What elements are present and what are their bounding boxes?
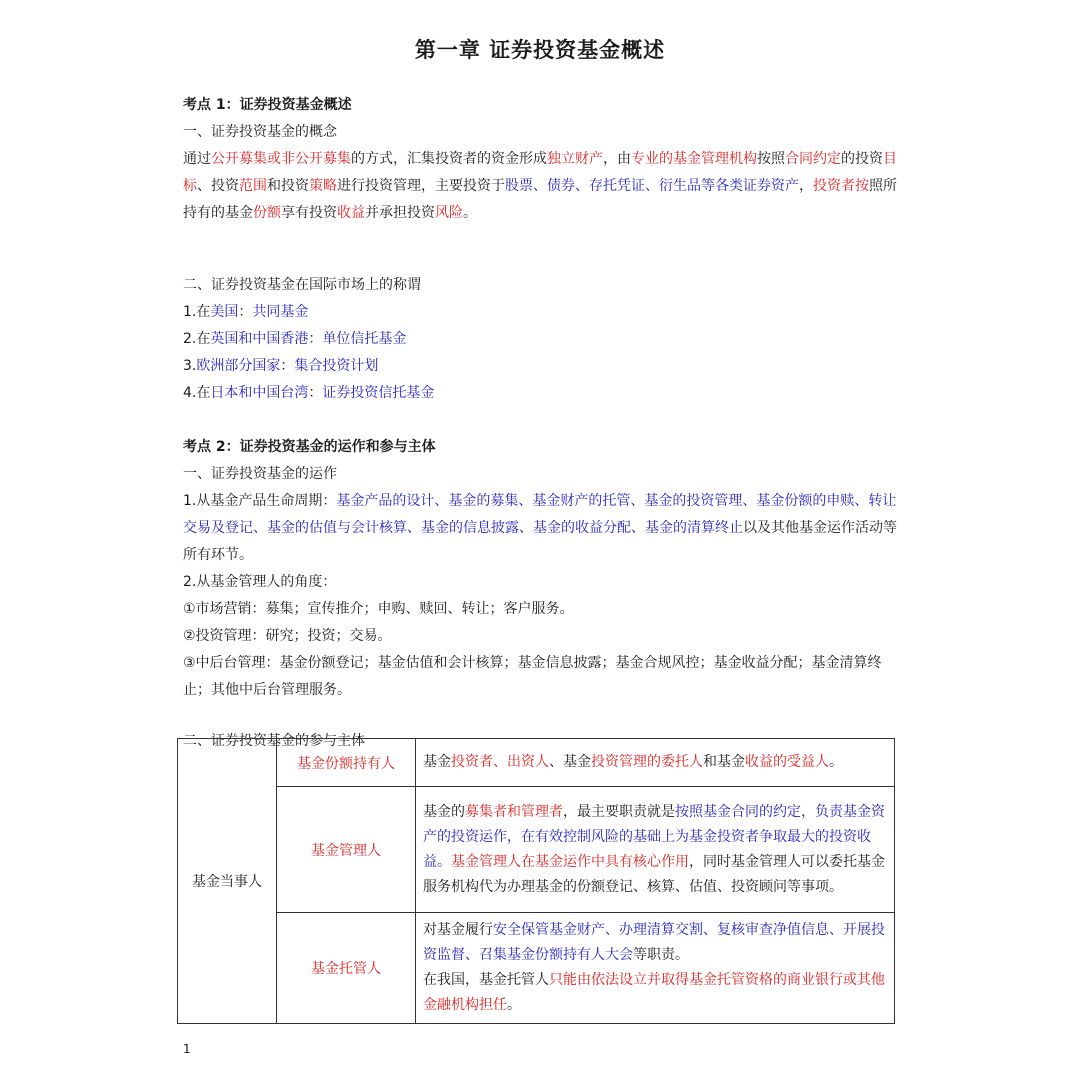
- text-run: 按照基金合同的约定，负责基金资产的投资运作，在有效控制风险的基础上为基金投资者争取最大的投资收益。: [423, 803, 885, 870]
- text-run: 并承担投资: [365, 205, 435, 221]
- lifecycle-paragraph: [183, 488, 903, 569]
- text-run: 目标: [183, 151, 897, 194]
- text-run: 的方式，汇集投资者的资金形成: [351, 151, 547, 167]
- text-run: 、基金: [549, 754, 591, 770]
- text-run: 份额: [253, 205, 281, 221]
- role-cell: 基金份额持有人: [277, 739, 416, 787]
- text-run: 风险: [435, 205, 463, 221]
- text-run: 收益的受益人: [745, 754, 829, 770]
- text-run: ，由: [603, 151, 631, 167]
- text-run: 只能由依法设立并取得基金托管资格的商业银行或其他金融机构担任: [423, 972, 885, 1013]
- item-fund-name: 集合投资计划: [294, 358, 379, 374]
- group-cell: 基金当事人: [178, 739, 277, 1024]
- text-run: 收益: [337, 205, 365, 221]
- text-run: 股票、债券、存托凭证、衍生品等各类证券资产: [505, 178, 799, 194]
- text-run: 公开募集或非公开募集: [211, 151, 351, 167]
- intl-names-list: [183, 299, 903, 407]
- manager-perspective-heading: 2.从基金管理人的角度：: [183, 574, 337, 590]
- text-run: 以及其他基金运作活动等所有环节。: [183, 520, 897, 563]
- kp1-concept-paragraph: [183, 146, 903, 227]
- item-fund-name: 共同基金: [252, 304, 309, 320]
- role-cell: 基金托管人: [277, 913, 416, 1024]
- item-prefix: 4.在: [183, 385, 211, 401]
- text-run: 投资管理的委托人: [591, 754, 703, 770]
- text-run: 照所持有的基金: [183, 178, 897, 221]
- table-row: [178, 787, 895, 913]
- back-office-item: ③中后台管理：基金份额登记；基金估值和会计核算；基金信息披露；基金合规风控；基金收益分配；基金清算终止；其他中后台管理服务。: [183, 655, 882, 698]
- text-run: 投资者、出资人: [451, 754, 549, 770]
- item-sep: ：: [280, 358, 295, 374]
- text-run: 投资者按: [813, 178, 869, 194]
- intl-name-item: [183, 299, 903, 326]
- text-run: 安全保管基金财产、办理清算交割、复核审查净值信息、开展投资监督、召集基金份额持有人大会: [423, 922, 885, 963]
- text-run: 对基金履行: [423, 922, 493, 938]
- table-row: [178, 739, 895, 787]
- text-run: 策略: [309, 178, 337, 194]
- text-run: ，最主要职责就是: [563, 803, 675, 820]
- kp2-s2-heading: 二、证券投资基金的参与主体: [183, 733, 365, 749]
- chapter-title: 第一章 证券投资基金概述: [414, 38, 666, 62]
- text-run: 在我国，基金托管人: [423, 972, 549, 988]
- text-run: 和基金: [703, 754, 745, 770]
- item-region: 日本和中国台湾: [210, 385, 309, 401]
- text-run: 进行投资管理，主要投资于: [337, 178, 505, 194]
- text-run: 独立财产: [547, 151, 603, 167]
- desc-cell: [416, 739, 895, 787]
- text-run: 、投资: [197, 178, 239, 194]
- text-run: 基金: [423, 754, 451, 770]
- text-run: 等职责。: [633, 947, 689, 963]
- text-run: 的投资: [841, 151, 883, 167]
- participants-table: [177, 738, 895, 1024]
- item-sep: ：: [308, 331, 323, 347]
- page-number: 1: [183, 1042, 191, 1056]
- kp1-s2-heading: 二、证券投资基金在国际市场上的称谓: [183, 277, 421, 293]
- desc-cell: [416, 913, 895, 1024]
- text-run: 募集者和管理者: [465, 803, 563, 820]
- desc-line: [423, 918, 886, 968]
- item-region: 英国和中国香港: [210, 331, 309, 347]
- text-run: ，: [799, 178, 813, 194]
- item-prefix: 1.在: [183, 304, 211, 320]
- text-run: 范围: [239, 178, 267, 194]
- item-sep: ：: [238, 304, 253, 320]
- item-sep: ：: [308, 385, 323, 401]
- intl-name-item: [183, 353, 903, 380]
- kp1-heading: 考点 1：证券投资基金概述: [183, 97, 352, 113]
- text-run: 。: [829, 754, 843, 770]
- item-fund-name: 证券投资信托基金: [322, 385, 435, 401]
- item-prefix: 3.: [183, 358, 197, 374]
- text-run: 按照: [757, 151, 785, 167]
- item-region: 美国: [210, 304, 239, 320]
- investment-item: ②投资管理：研究；投资；交易。: [183, 628, 392, 644]
- table-row: [178, 913, 895, 1024]
- kp1-s1-heading: 一、证券投资基金的概念: [183, 124, 337, 140]
- text-run: ，同时基金管理人可以委托基金服务机构代为办理基金的份额登记、核算、估值、投资顾问等事项。: [423, 853, 885, 895]
- text-run: 基金的: [423, 803, 465, 820]
- desc-cell: [416, 787, 895, 913]
- text-run: 合同约定: [785, 151, 841, 167]
- kp2-s1-heading: 一、证券投资基金的运作: [183, 466, 337, 482]
- text-run: 通过: [183, 151, 211, 167]
- item-prefix: 2.在: [183, 331, 211, 347]
- intl-name-item: [183, 380, 903, 407]
- text-run: 享有投资: [281, 205, 337, 221]
- text-run: 专业的基金管理机构: [631, 151, 757, 167]
- text-run: 。: [463, 205, 477, 221]
- text-run: 。: [507, 997, 521, 1013]
- text-run: 和投资: [267, 178, 309, 194]
- text-run: 1.从基金产品生命周期：: [183, 493, 337, 509]
- content-body: [183, 92, 903, 755]
- marketing-item: ①市场营销：募集；宣传推介；申购、赎回、转让；客户服务。: [183, 601, 574, 617]
- item-region: 欧洲部分国家: [196, 358, 281, 374]
- kp2-heading: 考点 2：证券投资基金的运作和参与主体: [183, 439, 436, 455]
- text-run: 基金管理人在基金运作中具有核心作用: [451, 853, 689, 870]
- item-fund-name: 单位信托基金: [322, 331, 407, 347]
- text-run: 基金产品的设计、基金的募集、基金财产的托管、基金的投资管理、基金份额的申赎、转让交易及登记、基金的估值与会计核算、基金的信息披露、基金的收益分配、基金的清算终止: [183, 493, 897, 536]
- role-cell: 基金管理人: [277, 787, 416, 913]
- desc-line: [423, 968, 886, 1018]
- intl-name-item: [183, 326, 903, 353]
